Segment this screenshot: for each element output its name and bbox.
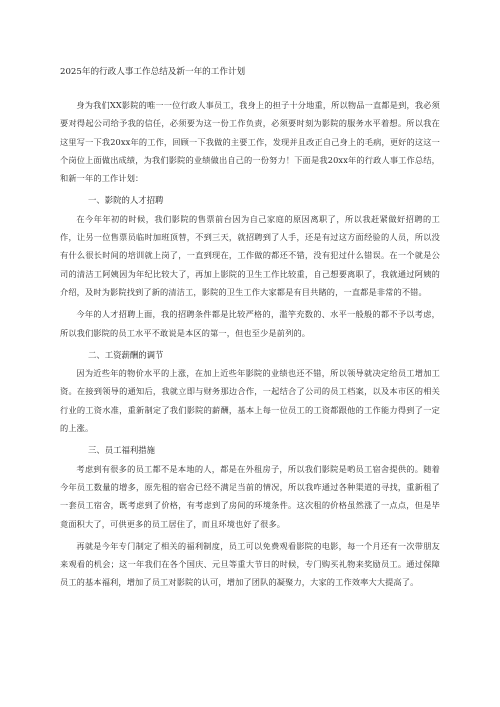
- section-paragraph: 再就是今年专门制定了相关的福利制度，员工可以免费观看影院的电影，每一个月还有一次带朋友来观看的机会；这一年我们在各个国庆、元旦等重大节日的时候，专门购买礼物来奖励员工。通过保障员工的基本福利，增加了员工对影院的认可，增加了团队的凝聚力，大家的工作效率大大提高了。: [60, 540, 440, 588]
- section-paragraph: 因为近些年的物价水平的上涨，在加上近些年影院的业绩也还不错，所以领导就决定给员工增加工资。在接到领导的通知后，我就立即与财务那边合作，一起结合了公司的员工档案，以及本市区的相关行业的工资水准，重新制定了我们影院的薪酬，基本上每一位员工的工资都跟他的工作能力得到了一定的上涨。: [60, 368, 440, 434]
- document-title: 2025年的行政人事工作总结及新一年的工作计划: [60, 67, 246, 77]
- section-paragraph: 今年的人才招聘上面，我的招聘条件都是比较严格的，滥竽充数的、水平一般般的都不予以考虑，所以我们影院的员工水平不敢说是本区的第一，但也至少是前列的。: [60, 309, 440, 338]
- section-heading-salary: 二、工资薪酬的调节: [88, 349, 164, 360]
- section-heading-recruitment: 一、影院的人才招聘: [88, 195, 164, 206]
- section-paragraph: 在今年年初的时候，我们影院的售票前台因为自己家庭的原因离职了，所以我赶紧做好招聘的工作，让另一位售票员临时加班顶替，不到三天，就招聘到了人手，还是有过这方面经验的人员，所以没有什么很长时间的培训就上岗了，一直到现在，工作做的都还不错，没有犯过什么错误。在一个就是公司的清洁工阿姨因为年纪比较大了，再加上影院的卫生工作比较重，自己想要离职了，我就通过阿姨的介绍，及时为影院找到了新的清洁工，影院的卫生工作大家都是有目共睹的，一直都是非常的不错。: [60, 213, 440, 297]
- section-heading-welfare: 三、员工福利措施: [88, 445, 155, 456]
- intro-paragraph: 身为我们XX影院的唯一一位行政人事员工，我身上的担子十分地重，所以物品一直都是到，我必须要对得起公司给予我的信任，必须要为这一份工作负责，必须要时刻为影院的服务水平着想。所以我在这里写一下我20xx年的工作，回顾一下我做的主要工作，发现并且改正自己身上的毛病，更好的这这一个岗位上面做出成绩，为我们影院的业绩做出自己的一份努力！下面是我20xx年的行政人事工作总结，和新一年的工作计划：: [60, 100, 440, 184]
- section-paragraph: 考虑到有很多的员工都不是本地的人，都是在外租房子，所以我们影院是哟员工宿舍提供的。随着今年员工数量的增多，原先租的宿舍已经不满足当前的情况，所以我咋通过各种渠道的寻找，重新租了一套员工宿舍，既考虑到了价格，有考虑到了房间的环境条件。这次租的价格虽然涨了一点点，但是毕竟面积大了，可供更多的员工居住了，而且环境也好了很多。: [60, 463, 440, 529]
